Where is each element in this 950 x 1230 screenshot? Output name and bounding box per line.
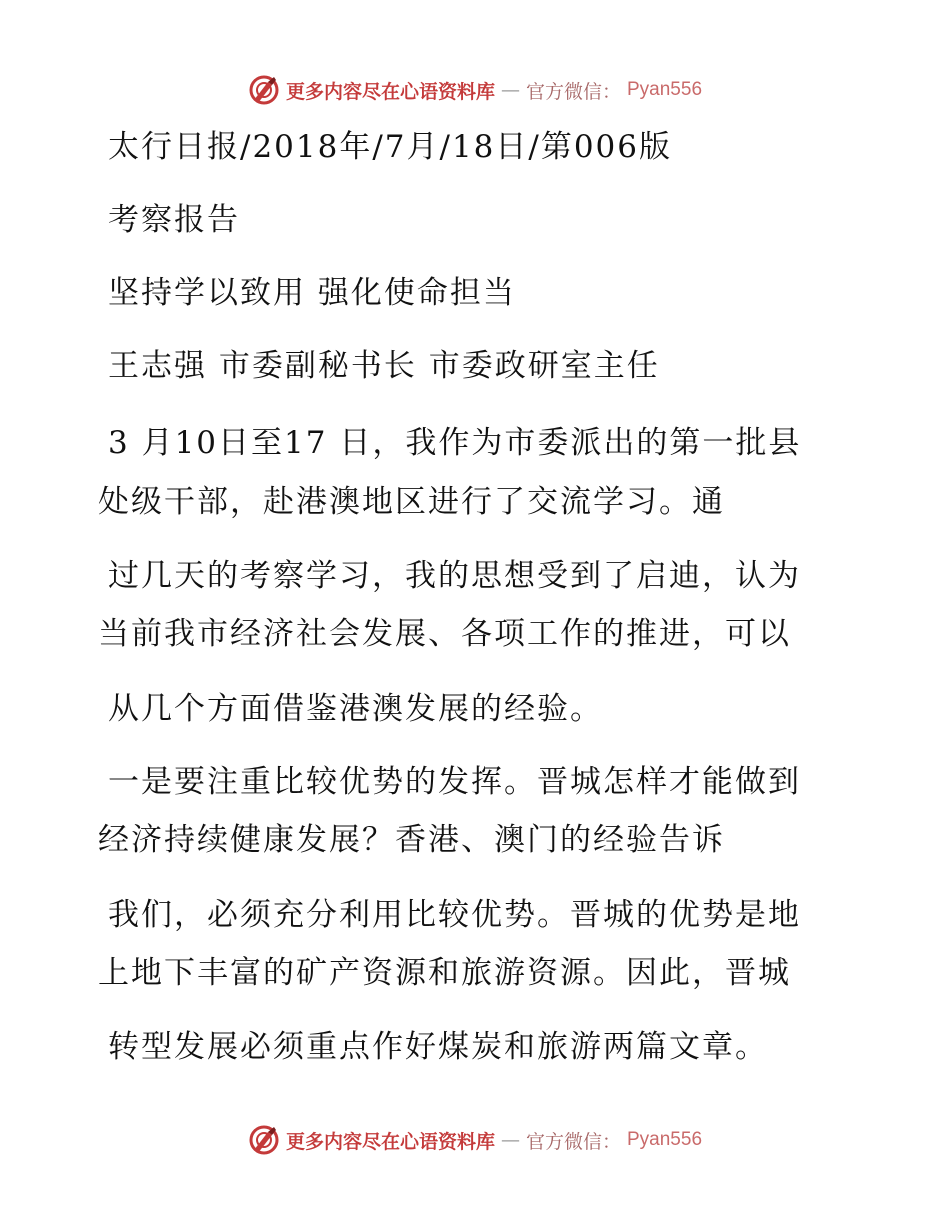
watermark-separator: —: [500, 1129, 520, 1151]
body-line: 上地下丰富的矿产资源和旅游资源。因此，晋城: [98, 955, 791, 991]
body-line: 处级干部，赴港澳地区进行了交流学习。通: [98, 484, 725, 520]
pen-logo-icon: [248, 74, 280, 106]
body-line: 转型发展必须重点作好煤炭和旅游两篇文章。: [108, 1029, 768, 1065]
body-line: 从几个方面借鉴港澳发展的经验。: [108, 691, 603, 727]
body-line: 过几天的考察学习，我的思想受到了启迪，认为: [108, 558, 801, 594]
section-label: 考察报告: [108, 202, 240, 238]
watermark-main-text: 更多内容尽在心语资料库: [285, 1130, 495, 1153]
watermark-wechat-id: Pyan556: [627, 1129, 703, 1150]
watermark-banner-bottom: [0, 1122, 950, 1158]
headline: 坚持学以致用 强化使命担当: [108, 275, 516, 311]
watermark-separator: —: [500, 79, 520, 101]
body-line: 一是要注重比较优势的发挥。晋城怎样才能做到: [108, 764, 801, 800]
watermark-main-text: 更多内容尽在心语资料库: [285, 80, 495, 103]
watermark-sub-text: 官方微信：: [525, 80, 621, 103]
byline: 王志强 市委副秘书长 市委政研室主任: [108, 348, 660, 384]
watermark-banner-top: [0, 72, 950, 108]
body-line: 经济持续健康发展？香港、澳门的经验告诉: [98, 822, 725, 858]
pen-logo-icon: [248, 1124, 280, 1156]
watermark-sub-text: 官方微信：: [525, 1130, 621, 1153]
source-line: 太行日报/2018年/7月/18日/第006版: [108, 129, 673, 165]
watermark-wechat-id: Pyan556: [627, 79, 703, 100]
body-line: 当前我市经济社会发展、各项工作的推进，可以: [98, 616, 791, 652]
body-line: 我们，必须充分利用比较优势。晋城的优势是地: [108, 897, 801, 933]
body-line: 3 月10日至17 日，我作为市委派出的第一批县: [108, 425, 802, 461]
